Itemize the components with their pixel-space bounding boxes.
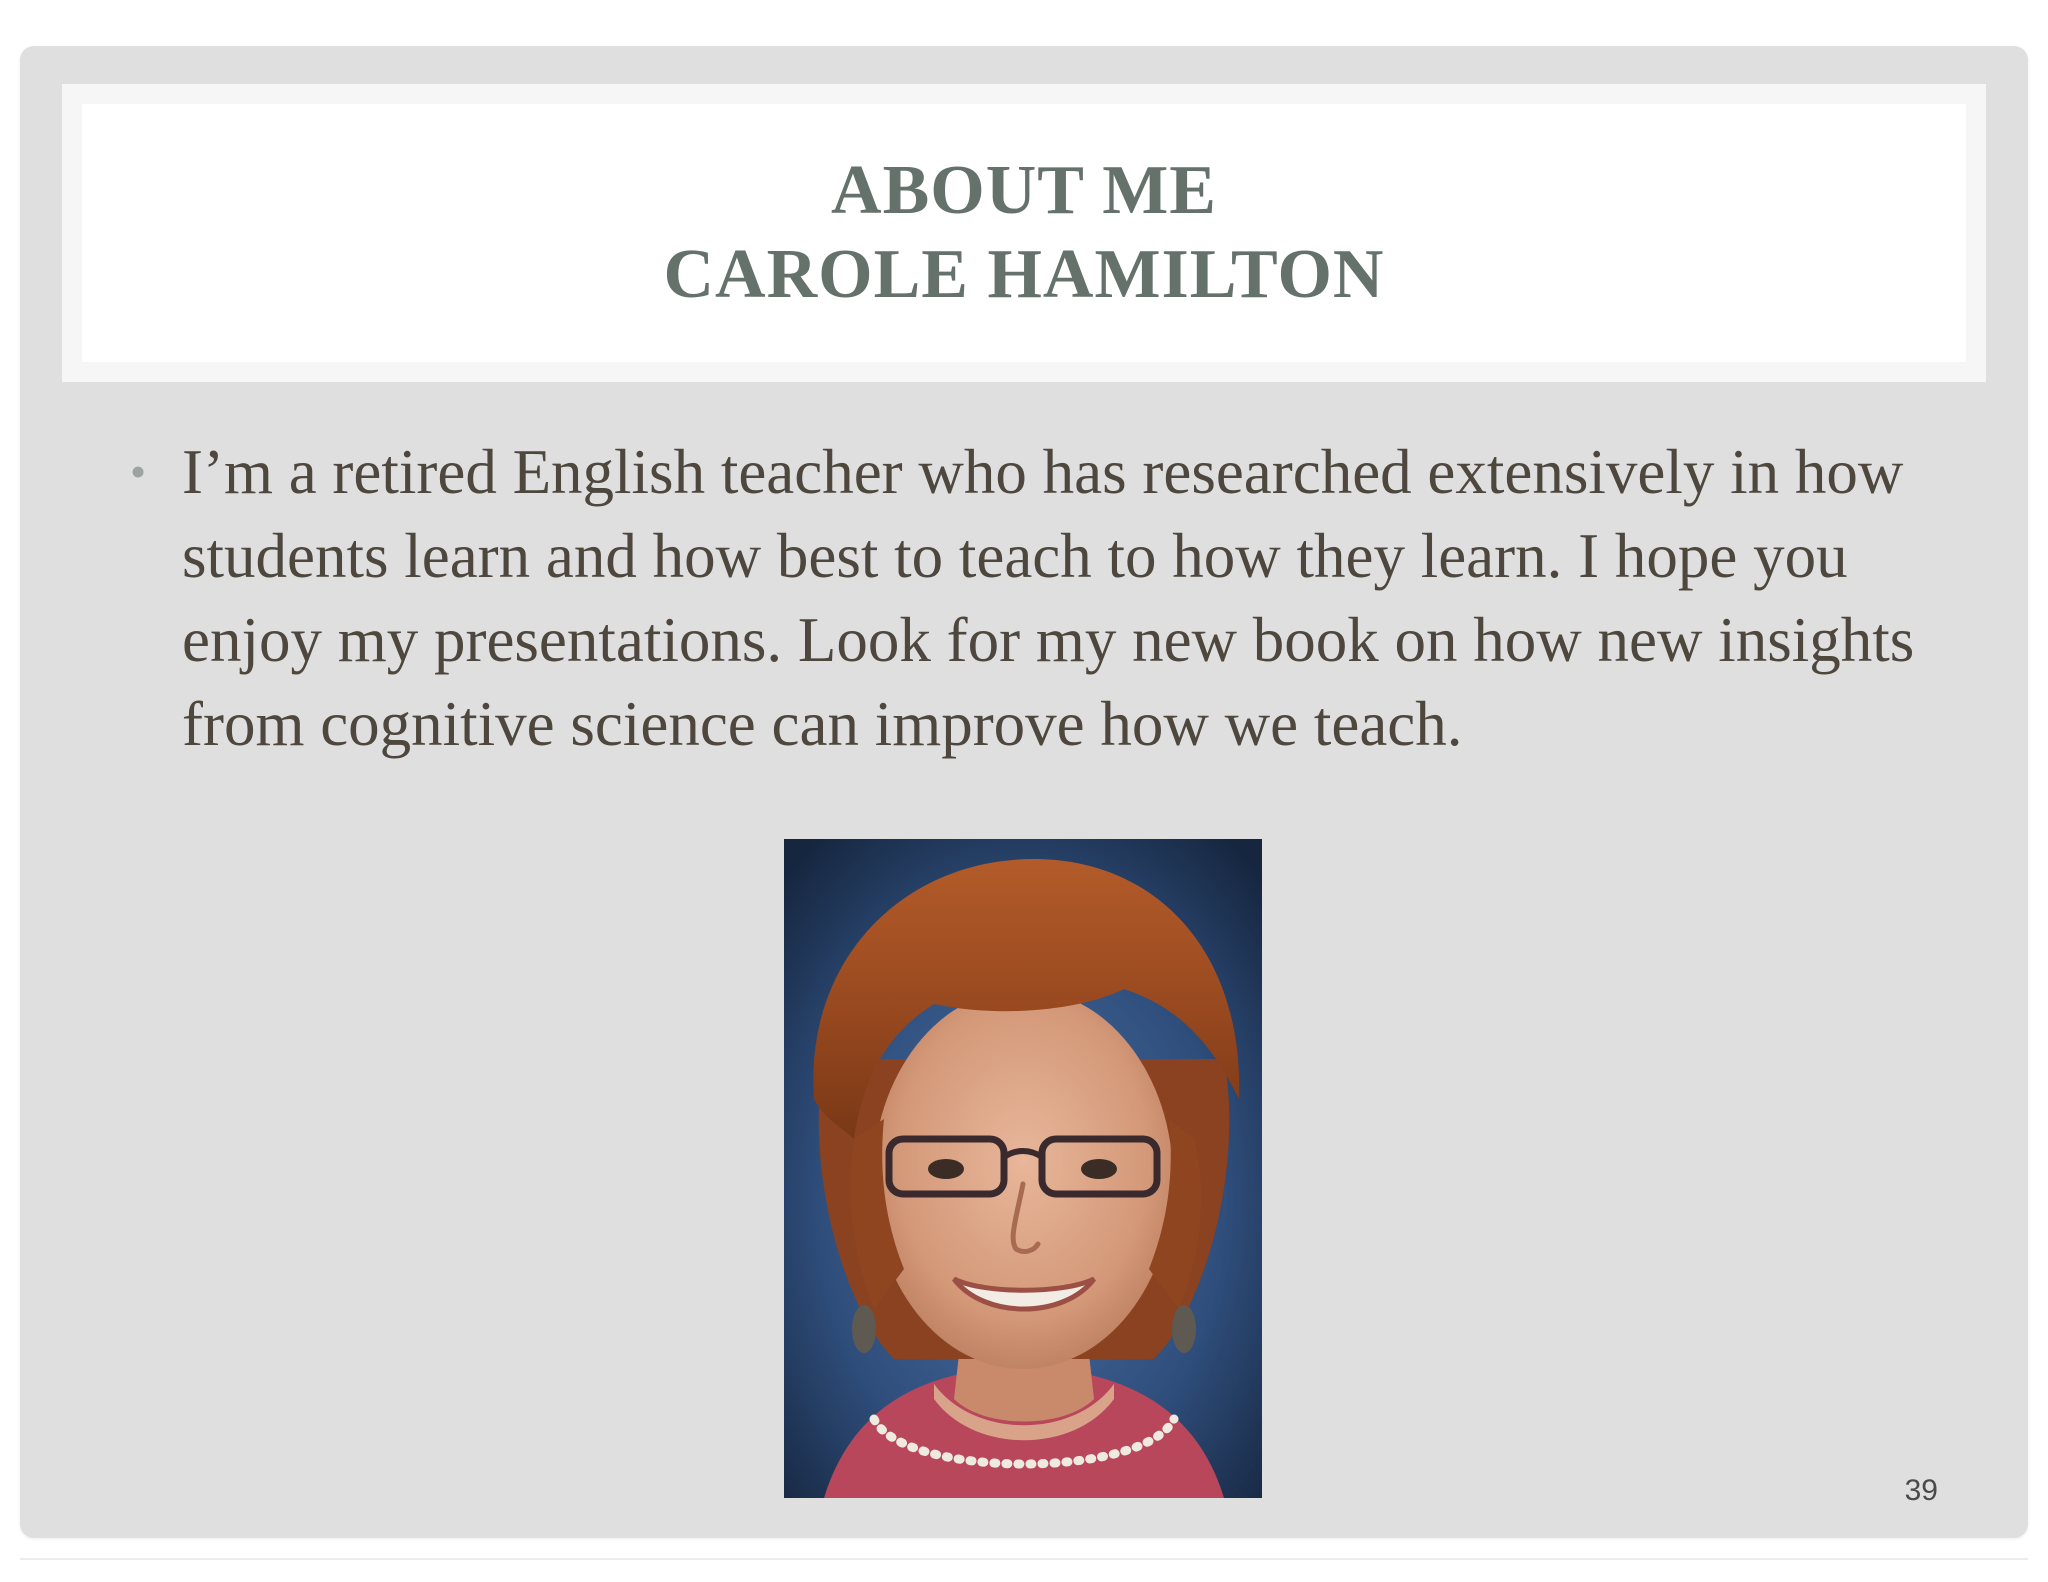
bullet-list xyxy=(130,430,1950,766)
title-box xyxy=(62,84,1986,382)
slide xyxy=(20,46,2028,1538)
page-number: 39 xyxy=(1904,1474,1938,1507)
bullet-text: I’m a retired English teacher who has researched extensively in how students learn and how best to teach to how they learn. I hope you enjoy my presentations. Look for my new book on how new insights from cognitive science can improve how we teach. xyxy=(182,437,1915,759)
bullet-item xyxy=(130,430,1950,766)
bullet-icon: • xyxy=(130,446,147,497)
divider xyxy=(20,1558,2028,1560)
title-inner xyxy=(82,104,1966,362)
portrait-photo xyxy=(784,839,1262,1498)
title-line-1: ABOUT ME xyxy=(831,152,1217,229)
title-line-2: CAROLE HAMILTON xyxy=(663,236,1385,313)
portrait-icon xyxy=(784,839,1262,1498)
